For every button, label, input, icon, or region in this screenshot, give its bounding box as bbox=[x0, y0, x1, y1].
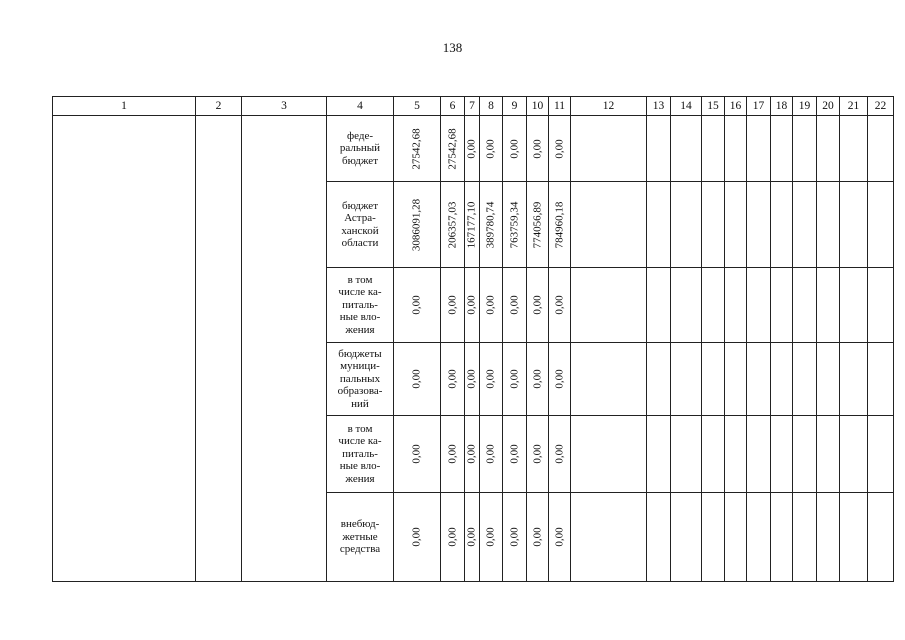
empty-cell-col-14 bbox=[671, 116, 702, 182]
empty-cell-col-21 bbox=[840, 268, 868, 343]
empty-cell-col-16 bbox=[725, 182, 747, 268]
value-cell-col-10 bbox=[527, 343, 549, 416]
empty-cell-col-17 bbox=[747, 343, 771, 416]
empty-cell-col-22 bbox=[868, 116, 894, 182]
value-cell-col-5 bbox=[394, 493, 441, 582]
value-cell-col-8 bbox=[480, 116, 503, 182]
empty-cell-col-20 bbox=[817, 182, 840, 268]
empty-cell-col-20 bbox=[817, 493, 840, 582]
column-header-16: 16 bbox=[725, 97, 747, 116]
value-text: 27542,68 bbox=[446, 127, 458, 170]
value-cell-col-7 bbox=[465, 182, 480, 268]
empty-cell-col-12 bbox=[571, 493, 647, 582]
value-cell-col-8 bbox=[480, 343, 503, 416]
value-text: 0,00 bbox=[531, 138, 543, 159]
column-header-17: 17 bbox=[747, 97, 771, 116]
empty-cell-col-19 bbox=[793, 116, 817, 182]
column-header-20: 20 bbox=[817, 97, 840, 116]
funding-source-label: в том числе ка- питаль- ные вло- жения bbox=[327, 416, 394, 493]
empty-cell-col-19 bbox=[793, 416, 817, 493]
empty-cell-col-13 bbox=[647, 343, 671, 416]
funding-source-label: феде- ральный бюджет bbox=[327, 116, 394, 182]
empty-cell-col-14 bbox=[671, 182, 702, 268]
value-text: 27542,68 bbox=[410, 127, 423, 170]
empty-cell-col-13 bbox=[647, 182, 671, 268]
empty-cell-col-21 bbox=[840, 182, 868, 268]
column-header-row bbox=[53, 97, 894, 116]
value-text: 774056,89 bbox=[531, 201, 543, 248]
value-cell-col-7 bbox=[465, 268, 480, 343]
table-row bbox=[53, 116, 894, 182]
empty-cell-col-13 bbox=[647, 116, 671, 182]
value-cell-col-11 bbox=[549, 343, 571, 416]
empty-cell-col-17 bbox=[747, 182, 771, 268]
value-cell-col-7 bbox=[465, 416, 480, 493]
empty-cell-col-19 bbox=[793, 343, 817, 416]
value-text: 0,00 bbox=[553, 527, 565, 547]
value-cell-col-10 bbox=[527, 268, 549, 343]
value-cell-col-10 bbox=[527, 116, 549, 182]
column-header-1: 1 bbox=[53, 97, 196, 116]
value-cell-col-9 bbox=[503, 268, 527, 343]
column-header-19: 19 bbox=[793, 97, 817, 116]
empty-cell-col-21 bbox=[840, 416, 868, 493]
value-text: 0,00 bbox=[553, 138, 565, 159]
budget-table bbox=[52, 96, 894, 582]
column-header-4: 4 bbox=[327, 97, 394, 116]
value-cell-col-6 bbox=[441, 343, 465, 416]
empty-cell-col-20 bbox=[817, 343, 840, 416]
value-text: 0,00 bbox=[484, 369, 497, 389]
value-cell-col-5 bbox=[394, 268, 441, 343]
column-header-14: 14 bbox=[671, 97, 702, 116]
empty-cell-col-19 bbox=[793, 268, 817, 343]
value-text: 0,00 bbox=[508, 295, 520, 315]
empty-cell-col-12 bbox=[571, 182, 647, 268]
value-cell-col-7 bbox=[465, 493, 480, 582]
empty-cell-col-12 bbox=[571, 268, 647, 343]
value-text: 0,00 bbox=[410, 527, 423, 547]
value-cell-col-10 bbox=[527, 182, 549, 268]
column-header-8: 8 bbox=[480, 97, 503, 116]
empty-cell-col-13 bbox=[647, 268, 671, 343]
value-cell-col-9 bbox=[503, 116, 527, 182]
empty-cell-col-16 bbox=[725, 493, 747, 582]
empty-cell-col-13 bbox=[647, 493, 671, 582]
empty-cell-col-18 bbox=[771, 268, 793, 343]
value-cell-col-11 bbox=[549, 182, 571, 268]
empty-cell-col-18 bbox=[771, 343, 793, 416]
empty-cell-col-15 bbox=[702, 416, 725, 493]
empty-cell-col-16 bbox=[725, 416, 747, 493]
col-1-cell bbox=[53, 116, 196, 582]
value-text: 0,00 bbox=[508, 444, 520, 464]
col-2-cell bbox=[196, 116, 242, 582]
value-cell-col-5 bbox=[394, 416, 441, 493]
col-3-cell bbox=[242, 116, 327, 582]
value-cell-col-5 bbox=[394, 182, 441, 268]
value-cell-col-8 bbox=[480, 416, 503, 493]
empty-cell-col-14 bbox=[671, 268, 702, 343]
empty-cell-col-18 bbox=[771, 116, 793, 182]
column-header-6: 6 bbox=[441, 97, 465, 116]
value-cell-col-8 bbox=[480, 182, 503, 268]
column-header-9: 9 bbox=[503, 97, 527, 116]
empty-cell-col-17 bbox=[747, 416, 771, 493]
value-cell-col-7 bbox=[465, 343, 480, 416]
empty-cell-col-14 bbox=[671, 493, 702, 582]
column-header-12: 12 bbox=[571, 97, 647, 116]
empty-cell-col-21 bbox=[840, 493, 868, 582]
column-header-5: 5 bbox=[394, 97, 441, 116]
value-cell-col-6 bbox=[441, 182, 465, 268]
value-cell-col-10 bbox=[527, 416, 549, 493]
funding-source-label: бюджет Астра- ханской области bbox=[327, 182, 394, 268]
column-header-21: 21 bbox=[840, 97, 868, 116]
value-cell-col-11 bbox=[549, 268, 571, 343]
value-text: 0,00 bbox=[465, 369, 478, 389]
value-text: 0,00 bbox=[446, 295, 458, 315]
value-cell-col-11 bbox=[549, 116, 571, 182]
empty-cell-col-16 bbox=[725, 343, 747, 416]
value-text: 0,00 bbox=[484, 138, 497, 159]
value-text: 0,00 bbox=[508, 527, 520, 547]
empty-cell-col-17 bbox=[747, 268, 771, 343]
value-text: 0,00 bbox=[553, 369, 565, 389]
value-cell-col-5 bbox=[394, 116, 441, 182]
empty-cell-col-13 bbox=[647, 416, 671, 493]
value-cell-col-6 bbox=[441, 116, 465, 182]
value-cell-col-10 bbox=[527, 493, 549, 582]
empty-cell-col-20 bbox=[817, 116, 840, 182]
value-cell-col-9 bbox=[503, 493, 527, 582]
column-header-7: 7 bbox=[465, 97, 480, 116]
empty-cell-col-21 bbox=[840, 116, 868, 182]
empty-cell-col-22 bbox=[868, 416, 894, 493]
empty-cell-col-19 bbox=[793, 493, 817, 582]
value-text: 0,00 bbox=[553, 444, 565, 464]
empty-cell-col-18 bbox=[771, 493, 793, 582]
value-cell-col-6 bbox=[441, 268, 465, 343]
value-text: 763759,34 bbox=[508, 201, 520, 248]
value-text: 784960,18 bbox=[553, 201, 565, 248]
column-header-15: 15 bbox=[702, 97, 725, 116]
value-text: 0,00 bbox=[465, 527, 478, 547]
value-cell-col-8 bbox=[480, 493, 503, 582]
value-text: 167177,10 bbox=[465, 201, 478, 248]
column-header-22: 22 bbox=[868, 97, 894, 116]
value-text: 0,00 bbox=[484, 527, 497, 547]
empty-cell-col-18 bbox=[771, 182, 793, 268]
value-text: 0,00 bbox=[553, 295, 565, 315]
value-text: 0,00 bbox=[465, 444, 478, 464]
empty-cell-col-16 bbox=[725, 116, 747, 182]
value-cell-col-9 bbox=[503, 182, 527, 268]
empty-cell-col-15 bbox=[702, 182, 725, 268]
value-text: 0,00 bbox=[446, 444, 458, 464]
empty-cell-col-22 bbox=[868, 343, 894, 416]
value-text: 0,00 bbox=[531, 369, 543, 389]
empty-cell-col-20 bbox=[817, 416, 840, 493]
value-text: 0,00 bbox=[531, 295, 543, 315]
empty-cell-col-15 bbox=[702, 268, 725, 343]
value-text: 0,00 bbox=[410, 295, 423, 315]
empty-cell-col-18 bbox=[771, 416, 793, 493]
value-text: 0,00 bbox=[446, 527, 458, 547]
value-text: 3086091,28 bbox=[410, 198, 423, 251]
empty-cell-col-12 bbox=[571, 343, 647, 416]
column-header-11: 11 bbox=[549, 97, 571, 116]
page-number: 138 bbox=[442, 40, 463, 55]
value-text: 389780,74 bbox=[484, 201, 497, 248]
empty-cell-col-21 bbox=[840, 343, 868, 416]
column-header-2: 2 bbox=[196, 97, 242, 116]
empty-cell-col-15 bbox=[702, 493, 725, 582]
empty-cell-col-16 bbox=[725, 268, 747, 343]
column-header-18: 18 bbox=[771, 97, 793, 116]
value-text: 0,00 bbox=[508, 369, 520, 389]
value-text: 0,00 bbox=[410, 444, 423, 464]
value-cell-col-11 bbox=[549, 493, 571, 582]
empty-cell-col-15 bbox=[702, 343, 725, 416]
empty-cell-col-22 bbox=[868, 493, 894, 582]
empty-cell-col-14 bbox=[671, 343, 702, 416]
value-cell-col-6 bbox=[441, 493, 465, 582]
value-cell-col-11 bbox=[549, 416, 571, 493]
value-text: 0,00 bbox=[484, 295, 497, 315]
empty-cell-col-12 bbox=[571, 116, 647, 182]
value-text: 0,00 bbox=[531, 444, 543, 464]
value-cell-col-5 bbox=[394, 343, 441, 416]
funding-source-label: бюджеты муници- пальных образова- ний bbox=[327, 343, 394, 416]
column-header-13: 13 bbox=[647, 97, 671, 116]
value-text: 0,00 bbox=[531, 527, 543, 547]
value-text: 0,00 bbox=[465, 138, 478, 159]
value-cell-col-9 bbox=[503, 416, 527, 493]
empty-cell-col-22 bbox=[868, 182, 894, 268]
empty-cell-col-14 bbox=[671, 416, 702, 493]
value-cell-col-6 bbox=[441, 416, 465, 493]
value-cell-col-9 bbox=[503, 343, 527, 416]
funding-source-label: внебюд- жетные средства bbox=[327, 493, 394, 582]
empty-cell-col-19 bbox=[793, 182, 817, 268]
empty-cell-col-17 bbox=[747, 116, 771, 182]
value-text: 0,00 bbox=[446, 369, 458, 389]
empty-cell-col-12 bbox=[571, 416, 647, 493]
empty-cell-col-22 bbox=[868, 268, 894, 343]
value-text: 0,00 bbox=[410, 369, 423, 389]
value-text: 0,00 bbox=[484, 444, 497, 464]
value-cell-col-7 bbox=[465, 116, 480, 182]
value-text: 206357,03 bbox=[446, 201, 458, 248]
value-text: 0,00 bbox=[465, 295, 478, 315]
funding-source-label: в том числе ка- питаль- ные вло- жения bbox=[327, 268, 394, 343]
column-header-3: 3 bbox=[242, 97, 327, 116]
empty-cell-col-15 bbox=[702, 116, 725, 182]
value-cell-col-8 bbox=[480, 268, 503, 343]
empty-cell-col-20 bbox=[817, 268, 840, 343]
empty-cell-col-17 bbox=[747, 493, 771, 582]
value-text: 0,00 bbox=[508, 138, 520, 159]
column-header-10: 10 bbox=[527, 97, 549, 116]
